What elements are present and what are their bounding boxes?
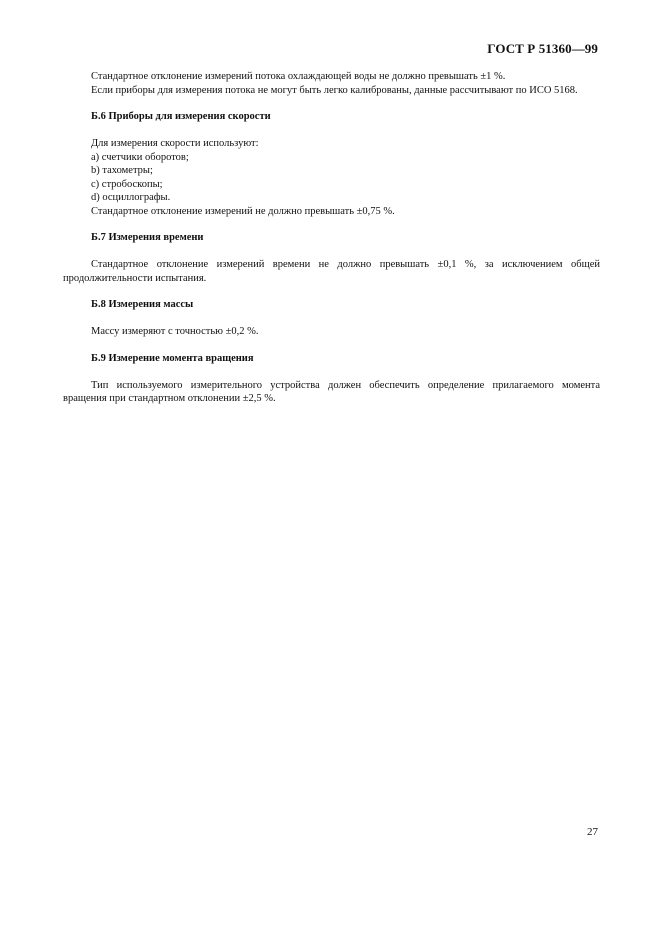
section-b6-list-item: b) тахометры; [91, 165, 153, 176]
section-b6-lead: Для измерения скорости используют: [91, 138, 259, 149]
section-b9-title: Б.9 Измерение момента вращения [91, 352, 254, 364]
section-b9-text: Тип используемого измерительного устройства должен обеспечить определение прилагаемого момента вращения при стандартном отклонении ±2,5 %. [63, 379, 600, 404]
intro-paragraph-1: Стандартное отклонение измерений потока охлаждающей воды не должно превышать ±1 %. [91, 71, 506, 82]
section-b6-title: Б.6 Приборы для измерения скорости [91, 111, 271, 122]
section-b6-list-item: d) осциллографы. [91, 192, 171, 203]
document-code-header: ГОСТ Р 51360—99 [487, 41, 598, 56]
section-b6-list-item: a) счетчики оборотов; [91, 151, 189, 163]
section-b6-list-item: c) стробоскопы; [91, 178, 163, 190]
page-number: 27 [587, 826, 598, 838]
section-b7-text: Стандартное отклонение измерений времени не должно превышать ±0,1 %, за исключением общей продолжительности испытания. [63, 259, 600, 284]
document-body [63, 70, 600, 406]
section-b6-tail: Стандартное отклонение измерений не должно превышать ±0,75 %. [91, 205, 395, 217]
section-b7-title: Б.7 Измерения времени [91, 232, 204, 243]
intro-paragraph-2: Если приборы для измерения потока не могут быть легко калиброваны, данные рассчитывают по ИСО 5168. [91, 84, 578, 96]
section-b8-title: Б.8 Измерения массы [91, 299, 194, 310]
section-b8-text: Массу измеряют с точностью ±0,2 %. [91, 326, 259, 337]
